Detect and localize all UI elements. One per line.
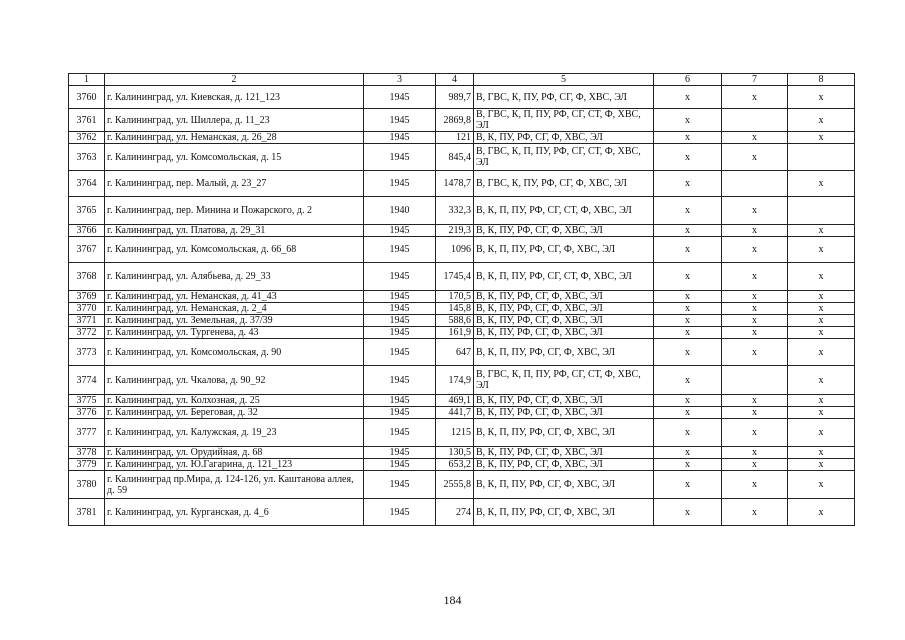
works-cell: В, К, ПУ, РФ, СГ, Ф, ХВС, ЭЛ: [474, 291, 654, 303]
address-cell: г. Калининград, ул. Неманская, д. 2_4: [105, 303, 364, 315]
col8-mark: x: [788, 303, 855, 315]
works-cell: В, К, П, ПУ, РФ, СГ, СТ, Ф, ХВС, ЭЛ: [474, 263, 654, 291]
area-cell: 441,7: [436, 407, 474, 419]
col7-mark: x: [722, 291, 788, 303]
address-cell: г. Калининград, ул. Орудийная, д. 68: [105, 447, 364, 459]
area-cell: 219,3: [436, 225, 474, 237]
table-row: [69, 144, 855, 171]
works-cell: В, ГВС, К, П, ПУ, РФ, СГ, СТ, Ф, ХВС, ЭЛ: [474, 109, 654, 132]
column-header: 2: [105, 74, 364, 86]
table-row: [69, 499, 855, 526]
col6-mark: x: [654, 407, 722, 419]
col6-mark: x: [654, 471, 722, 499]
col6-mark: x: [654, 419, 722, 447]
year-cell: 1945: [364, 471, 436, 499]
area-cell: 145,8: [436, 303, 474, 315]
col7-mark: x: [722, 339, 788, 366]
col8-mark: x: [788, 395, 855, 407]
table-row: [69, 197, 855, 225]
col8-mark: x: [788, 132, 855, 144]
col6-mark: x: [654, 303, 722, 315]
area-cell: 647: [436, 339, 474, 366]
table-body: [69, 74, 855, 526]
row-number: 3765: [69, 197, 105, 225]
area-cell: 130,5: [436, 447, 474, 459]
works-cell: В, К, П, ПУ, РФ, СГ, Ф, ХВС, ЭЛ: [474, 419, 654, 447]
column-header: 8: [788, 74, 855, 86]
area-cell: 332,3: [436, 197, 474, 225]
address-cell: г. Калининград, ул. Земельная, д. 37/39: [105, 315, 364, 327]
col7-mark: [722, 366, 788, 395]
table-row: [69, 171, 855, 197]
column-header: 4: [436, 74, 474, 86]
row-number: 3780: [69, 471, 105, 499]
col8-mark: x: [788, 419, 855, 447]
col8-mark: x: [788, 237, 855, 263]
col7-mark: x: [722, 303, 788, 315]
row-number: 3762: [69, 132, 105, 144]
works-cell: В, К, ПУ, РФ, СГ, Ф, ХВС, ЭЛ: [474, 303, 654, 315]
year-cell: 1945: [364, 366, 436, 395]
works-cell: В, К, П, ПУ, РФ, СГ, Ф, ХВС, ЭЛ: [474, 237, 654, 263]
year-cell: 1945: [364, 303, 436, 315]
col6-mark: x: [654, 315, 722, 327]
table-row: [69, 459, 855, 471]
area-cell: 653,2: [436, 459, 474, 471]
col8-mark: x: [788, 315, 855, 327]
table-row: [69, 86, 855, 109]
col7-mark: x: [722, 263, 788, 291]
area-cell: 1745,4: [436, 263, 474, 291]
table-row: [69, 339, 855, 366]
table-row: [69, 395, 855, 407]
column-header: 7: [722, 74, 788, 86]
col7-mark: x: [722, 315, 788, 327]
col8-mark: x: [788, 327, 855, 339]
area-cell: 161,9: [436, 327, 474, 339]
row-number: 3777: [69, 419, 105, 447]
works-cell: В, ГВС, К, П, ПУ, РФ, СГ, СТ, Ф, ХВС, ЭЛ: [474, 144, 654, 171]
row-number: 3761: [69, 109, 105, 132]
address-cell: г. Калининград, ул. Комсомольская, д. 15: [105, 144, 364, 171]
col8-mark: x: [788, 171, 855, 197]
col6-mark: x: [654, 366, 722, 395]
works-cell: В, ГВС, К, ПУ, РФ, СГ, Ф, ХВС, ЭЛ: [474, 171, 654, 197]
col6-mark: x: [654, 171, 722, 197]
works-cell: В, К, ПУ, РФ, СГ, Ф, ХВС, ЭЛ: [474, 132, 654, 144]
area-cell: 170,5: [436, 291, 474, 303]
year-cell: 1945: [364, 407, 436, 419]
works-cell: В, К, П, ПУ, РФ, СГ, Ф, ХВС, ЭЛ: [474, 471, 654, 499]
works-cell: В, ГВС, К, ПУ, РФ, СГ, Ф, ХВС, ЭЛ: [474, 86, 654, 109]
area-cell: 1096: [436, 237, 474, 263]
address-cell: г. Калининград, пер. Минина и Пожарского, д. 2: [105, 197, 364, 225]
table-row: [69, 132, 855, 144]
col8-mark: [788, 197, 855, 225]
year-cell: 1940: [364, 197, 436, 225]
address-cell: г. Калининград, ул. Ю.Гагарина, д. 121_123: [105, 459, 364, 471]
col7-mark: x: [722, 395, 788, 407]
column-header: 1: [69, 74, 105, 86]
row-number: 3764: [69, 171, 105, 197]
address-cell: г. Калининград, ул. Киевская, д. 121_123: [105, 86, 364, 109]
year-cell: 1945: [364, 499, 436, 526]
address-cell: г. Калининград, ул. Тургенева, д. 43: [105, 327, 364, 339]
column-header: 6: [654, 74, 722, 86]
row-number: 3781: [69, 499, 105, 526]
col6-mark: x: [654, 197, 722, 225]
table-row: [69, 447, 855, 459]
year-cell: 1945: [364, 132, 436, 144]
table-row: [69, 303, 855, 315]
works-cell: В, К, ПУ, РФ, СГ, Ф, ХВС, ЭЛ: [474, 395, 654, 407]
column-header: 5: [474, 74, 654, 86]
row-number: 3763: [69, 144, 105, 171]
address-cell: г. Калининград, ул. Чкалова, д. 90_92: [105, 366, 364, 395]
table-row: [69, 291, 855, 303]
year-cell: 1945: [364, 263, 436, 291]
table-row: [69, 109, 855, 132]
col8-mark: x: [788, 407, 855, 419]
col7-mark: x: [722, 407, 788, 419]
col7-mark: x: [722, 237, 788, 263]
col8-mark: x: [788, 86, 855, 109]
area-cell: 174,9: [436, 366, 474, 395]
header-row: [69, 74, 855, 86]
row-number: 3774: [69, 366, 105, 395]
col8-mark: [788, 144, 855, 171]
row-number: 3768: [69, 263, 105, 291]
year-cell: 1945: [364, 419, 436, 447]
area-cell: 121: [436, 132, 474, 144]
table-row: [69, 263, 855, 291]
address-cell: г. Калининград, ул. Береговая, д. 32: [105, 407, 364, 419]
col7-mark: x: [722, 419, 788, 447]
works-cell: В, К, ПУ, РФ, СГ, Ф, ХВС, ЭЛ: [474, 315, 654, 327]
col8-mark: x: [788, 499, 855, 526]
col7-mark: [722, 171, 788, 197]
table-row: [69, 237, 855, 263]
year-cell: 1945: [364, 327, 436, 339]
table-row: [69, 315, 855, 327]
row-number: 3772: [69, 327, 105, 339]
col6-mark: x: [654, 144, 722, 171]
year-cell: 1945: [364, 86, 436, 109]
year-cell: 1945: [364, 225, 436, 237]
address-cell: г. Калининград, пер. Малый, д. 23_27: [105, 171, 364, 197]
col8-mark: x: [788, 471, 855, 499]
year-cell: 1945: [364, 291, 436, 303]
col6-mark: x: [654, 225, 722, 237]
col6-mark: x: [654, 237, 722, 263]
area-cell: 588,6: [436, 315, 474, 327]
col8-mark: x: [788, 291, 855, 303]
row-number: 3776: [69, 407, 105, 419]
year-cell: 1945: [364, 171, 436, 197]
year-cell: 1945: [364, 395, 436, 407]
row-number: 3775: [69, 395, 105, 407]
works-cell: В, К, П, ПУ, РФ, СГ, Ф, ХВС, ЭЛ: [474, 499, 654, 526]
col8-mark: x: [788, 366, 855, 395]
address-cell: г. Калининград, ул. Алябьева, д. 29_33: [105, 263, 364, 291]
works-cell: В, К, П, ПУ, РФ, СГ, СТ, Ф, ХВС, ЭЛ: [474, 197, 654, 225]
col7-mark: x: [722, 132, 788, 144]
year-cell: 1945: [364, 447, 436, 459]
col8-mark: x: [788, 225, 855, 237]
col6-mark: x: [654, 339, 722, 366]
col8-mark: x: [788, 459, 855, 471]
col8-mark: x: [788, 339, 855, 366]
col7-mark: x: [722, 327, 788, 339]
table-row: [69, 407, 855, 419]
row-number: 3778: [69, 447, 105, 459]
address-cell: г. Калининград, ул. Комсомольская, д. 66_68: [105, 237, 364, 263]
col8-mark: x: [788, 447, 855, 459]
area-cell: 1215: [436, 419, 474, 447]
address-cell: г. Калининград, ул. Платова, д. 29_31: [105, 225, 364, 237]
area-cell: 845,4: [436, 144, 474, 171]
works-cell: В, К, ПУ, РФ, СГ, Ф, ХВС, ЭЛ: [474, 407, 654, 419]
row-number: 3760: [69, 86, 105, 109]
col8-mark: x: [788, 263, 855, 291]
works-cell: В, К, ПУ, РФ, СГ, Ф, ХВС, ЭЛ: [474, 459, 654, 471]
row-number: 3779: [69, 459, 105, 471]
area-cell: 2555,8: [436, 471, 474, 499]
works-cell: В, К, ПУ, РФ, СГ, Ф, ХВС, ЭЛ: [474, 447, 654, 459]
col6-mark: x: [654, 263, 722, 291]
year-cell: 1945: [364, 109, 436, 132]
address-cell: г. Калининград, ул. Неманская, д. 41_43: [105, 291, 364, 303]
year-cell: 1945: [364, 315, 436, 327]
address-cell: г. Калининград, ул. Колхозная, д. 25: [105, 395, 364, 407]
table-row: [69, 419, 855, 447]
col6-mark: x: [654, 459, 722, 471]
page-number: 184: [443, 593, 462, 607]
register-table: [68, 73, 855, 526]
col6-mark: x: [654, 395, 722, 407]
area-cell: 989,7: [436, 86, 474, 109]
works-cell: В, К, П, ПУ, РФ, СГ, Ф, ХВС, ЭЛ: [474, 339, 654, 366]
col6-mark: x: [654, 109, 722, 132]
area-cell: 2869,8: [436, 109, 474, 132]
col7-mark: x: [722, 86, 788, 109]
col6-mark: x: [654, 86, 722, 109]
works-cell: В, К, ПУ, РФ, СГ, Ф, ХВС, ЭЛ: [474, 327, 654, 339]
table-row: [69, 225, 855, 237]
row-number: 3771: [69, 315, 105, 327]
column-header: 3: [364, 74, 436, 86]
col7-mark: x: [722, 144, 788, 171]
col6-mark: x: [654, 447, 722, 459]
row-number: 3767: [69, 237, 105, 263]
area-cell: 274: [436, 499, 474, 526]
row-number: 3770: [69, 303, 105, 315]
area-cell: 469,1: [436, 395, 474, 407]
col7-mark: x: [722, 447, 788, 459]
address-cell: г. Калининград, ул. Комсомольская, д. 90: [105, 339, 364, 366]
table-row: [69, 327, 855, 339]
table-row: [69, 366, 855, 395]
works-cell: В, ГВС, К, П, ПУ, РФ, СГ, СТ, Ф, ХВС, ЭЛ: [474, 366, 654, 395]
address-cell: г. Калининград, ул. Неманская, д. 26_28: [105, 132, 364, 144]
col8-mark: x: [788, 109, 855, 132]
col7-mark: x: [722, 197, 788, 225]
col6-mark: x: [654, 327, 722, 339]
address-cell: г. Калининград пр.Мира, д. 124-126, ул. Каштанова аллея, д. 59: [105, 471, 364, 499]
col7-mark: x: [722, 459, 788, 471]
year-cell: 1945: [364, 339, 436, 366]
col6-mark: x: [654, 132, 722, 144]
row-number: 3766: [69, 225, 105, 237]
address-cell: г. Калининград, ул. Шиллера, д. 11_23: [105, 109, 364, 132]
row-number: 3773: [69, 339, 105, 366]
year-cell: 1945: [364, 459, 436, 471]
address-cell: г. Калининград, ул. Калужская, д. 19_23: [105, 419, 364, 447]
area-cell: 1478,7: [436, 171, 474, 197]
col7-mark: [722, 109, 788, 132]
col7-mark: x: [722, 225, 788, 237]
year-cell: 1945: [364, 144, 436, 171]
table-row: [69, 471, 855, 499]
col6-mark: x: [654, 499, 722, 526]
row-number: 3769: [69, 291, 105, 303]
address-cell: г. Калининград, ул. Курганская, д. 4_6: [105, 499, 364, 526]
year-cell: 1945: [364, 237, 436, 263]
works-cell: В, К, ПУ, РФ, СГ, Ф, ХВС, ЭЛ: [474, 225, 654, 237]
col7-mark: x: [722, 471, 788, 499]
col6-mark: x: [654, 291, 722, 303]
col7-mark: x: [722, 499, 788, 526]
